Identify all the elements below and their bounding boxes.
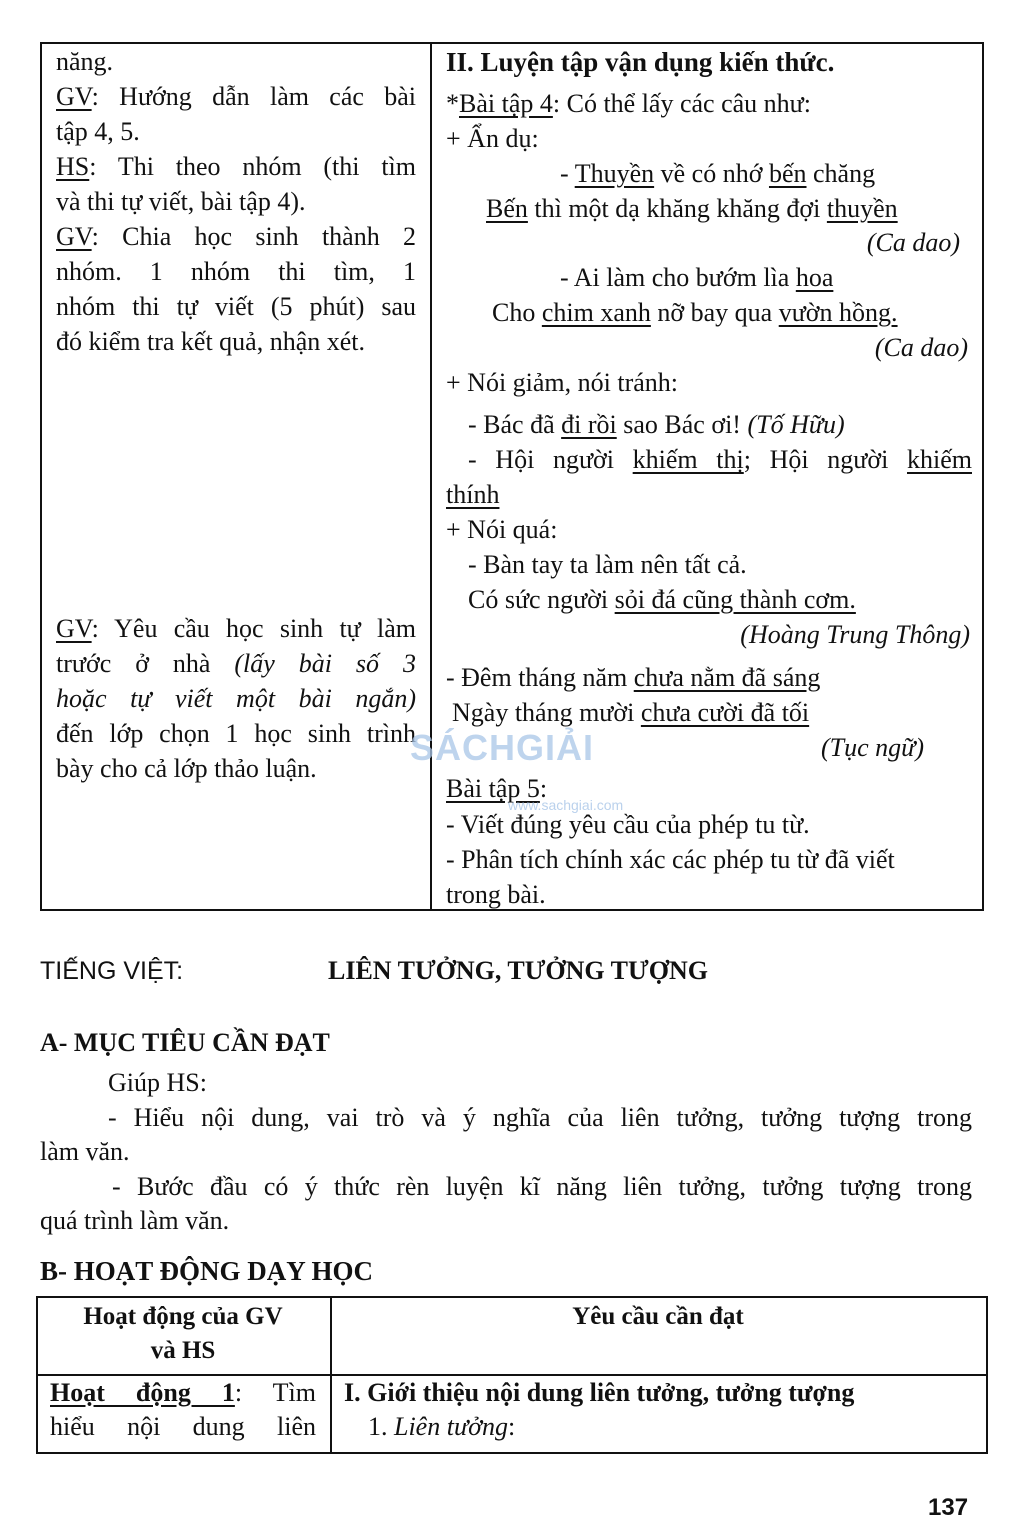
text-segment: + Nói giảm, nói tránh: [446,368,679,397]
text-segment: Cho [492,298,542,327]
text-segment: GV [56,222,92,251]
goal-1-line-2: làm văn. [40,1137,130,1166]
text-segment: (Tục ngữ) [821,733,924,762]
text-segment: : [508,1412,516,1441]
text-line [446,45,834,79]
text-line [56,647,416,681]
text-line [56,717,416,751]
text-segment: năng. [56,47,114,76]
text-segment: - Phân tích chính xác các phép tu từ đã viết [446,845,895,874]
goal-1-line-1: - Hiểu nội dung, vai trò và ý nghĩa của liên tưởng, tưởng tượng trong [108,1103,972,1132]
text-segment: - [560,159,575,188]
goal-2-line-2: quá trình làm văn. [40,1206,230,1235]
text-line [560,157,875,191]
text-line [700,731,924,765]
text-segment: : Thi theo nhóm (thi tìm [89,152,416,181]
text-segment: GV [56,82,92,111]
text-segment: trong bài. [446,880,546,909]
text-line [56,325,365,359]
lesson-title: LIÊN TƯỞNG, TƯỞNG TƯỢNG [328,956,708,985]
text-segment: sỏi đá cũng thành cơm. [614,585,856,614]
text-segment: Bài tập 5 [446,774,540,803]
text-line [56,290,416,324]
text-segment: II. Luyện tập vận dụng kiến thức. [446,47,835,77]
text-segment: ; Hội người [743,445,907,474]
text-line [446,122,539,156]
table-header-activity-2: và HS [150,1337,216,1364]
text-segment: sao Bác ơi! [616,410,748,439]
text-segment: về có nhớ [654,159,769,188]
text-line [446,366,678,400]
text-line [700,331,968,365]
page-number: 137 [928,1494,969,1521]
text-line [492,296,898,330]
text-segment: - Bàn tay ta làm nên tất cả. [468,550,747,579]
text-segment: (Hoàng Trung Thông) [740,620,970,649]
text-segment: - Viết đúng yêu cầu của phép tu từ. [446,810,810,839]
text-line [446,478,499,512]
text-line [56,220,416,254]
text-line [446,878,546,912]
text-line [56,752,317,786]
text-line [446,661,820,695]
text-segment: trước ở nhà [56,649,235,678]
text-segment: (lấy bài số 3 [234,649,416,678]
text-segment: + Nói quá: [446,515,558,544]
text-segment: I. Giới thiệu nội dung liên tưởng, tưởng tượng [344,1378,855,1407]
text-segment: khiếm thị [632,445,744,474]
text-segment: nhóm. 1 nhóm thi tìm, 1 [56,257,416,286]
text-segment: chăng [806,159,876,188]
text-line [368,1410,515,1444]
text-segment: hoa [795,263,834,292]
text-segment: hiểu nội dung liên [50,1412,316,1441]
text-line [446,87,811,121]
text-segment: 1. [368,1412,394,1441]
text-line [50,1376,316,1410]
text-segment: Có sức người [468,585,615,614]
text-segment: : [539,774,548,803]
text-segment: * [446,89,459,118]
text-segment: tập 4, 5. [56,117,140,146]
text-segment: GV [56,614,92,643]
text-segment: hoặc tự viết một bài ngắn) [56,684,416,713]
text-segment: chim xanh [541,298,651,327]
text-segment: khiếm [907,445,972,474]
text-line [468,408,845,442]
table-header-activity-1: Hoạt động của GV [83,1303,283,1330]
text-line [344,1376,854,1410]
text-segment: : Yêu cầu học sinh tự làm [91,614,416,643]
watermark-brand: SÁCHGIẢI [410,727,595,768]
text-segment: chưa nằm đã sáng [633,663,821,692]
section-b-heading: B- HOẠT ĐỘNG DẠY HỌC [40,1256,374,1286]
text-segment: : Chia học sinh thành 2 [91,222,416,251]
goal-2-line-1: - Bước đầu có ý thức rèn luyện kĩ năng liên tưởng, tưởng tượng trong [112,1172,972,1201]
text-segment: Bài tập 4 [459,89,553,118]
text-segment: chưa cười đã tối [640,698,810,727]
text-segment: đó kiểm tra kết quả, nhận xét. [56,327,366,356]
text-line [468,548,747,582]
text-segment: Bến [486,194,528,223]
text-segment: : Tìm [234,1378,316,1407]
text-segment: nỡ bay qua [650,298,779,327]
text-line [56,255,416,289]
section-a-heading: A- MỤC TIÊU CẦN ĐẠT [40,1028,330,1057]
text-segment: đến lớp chọn 1 học sinh trình [56,719,416,748]
text-segment: - Hội người [468,445,633,474]
text-segment: và thi tự viết, bài tập 4). [56,187,306,216]
text-segment: : Có thể lấy các câu như: [552,89,811,118]
text-segment: Hoạt động 1 [50,1378,235,1407]
text-line [446,808,810,842]
text-segment: nhóm thi tự viết (5 phút) sau [56,292,416,321]
text-line [468,443,972,477]
text-line [50,1410,316,1444]
text-line [56,115,140,149]
text-line [56,80,416,114]
intro-text: Giúp HS: [108,1068,207,1097]
text-segment: thính [446,480,500,509]
text-line [600,618,970,652]
text-line [446,513,557,547]
text-line [56,45,113,79]
text-segment: + Ẩn dụ: [446,124,539,153]
text-line [468,583,856,617]
text-segment: - Đêm tháng năm [446,663,634,692]
text-segment: vườn hồng. [778,298,898,327]
text-line [452,696,809,730]
table-header-requirements: Yêu cầu cần đạt [572,1303,744,1330]
text-segment: đi rồi [561,410,617,439]
text-segment: Liên tưởng [394,1412,509,1441]
text-segment: Ngày tháng mười [452,698,641,727]
text-segment: bến [768,159,807,188]
text-line [56,150,416,184]
text-line [700,226,960,260]
text-segment: (Ca dao) [874,333,968,362]
text-segment: : Hướng dẫn làm các bài [91,82,416,111]
text-segment: - Bác đã [468,410,562,439]
text-segment: (Ca dao) [866,228,960,257]
column-divider [430,44,432,909]
text-line [56,682,416,716]
text-segment: thuyền [826,194,898,223]
text-segment: (Tố Hữu) [747,410,845,439]
text-segment: - Ai làm cho bướm lìa [560,263,796,292]
watermark-url: www.sachgiai.com [508,797,624,813]
text-line [56,612,416,646]
text-segment: bày cho cả lớp thảo luận. [56,754,317,783]
text-line [486,192,898,226]
text-line [446,843,895,877]
text-segment: thì một dạ khăng khăng đợi [527,194,827,223]
subject-label: TIẾNG VIỆT: [40,957,184,985]
text-line [560,261,833,295]
text-segment: HS [56,152,90,181]
text-line [56,185,305,219]
text-segment: Thuyền [574,159,655,188]
